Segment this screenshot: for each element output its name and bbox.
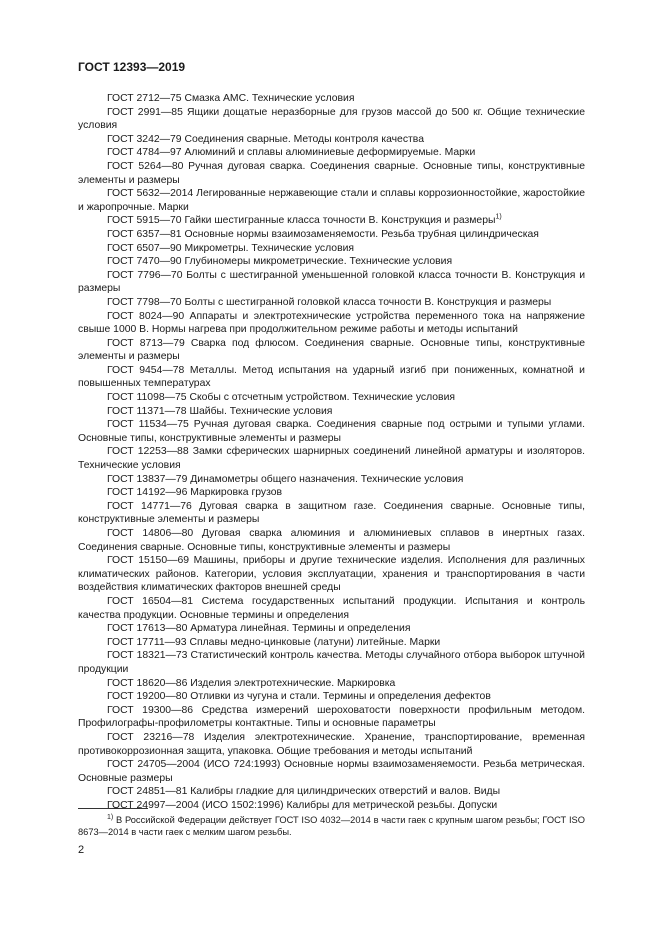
document-header: ГОСТ 12393—2019: [78, 60, 186, 74]
reference-item: ГОСТ 24705—2004 (ИСО 724:1993) Основные нормы взаимозаменяемости. Резьба метрическая. Основные размеры: [78, 759, 585, 784]
reference-item: [78, 214, 585, 228]
reference-item: ГОСТ 14771—76 Дуговая сварка в защитном газе. Соединения сварные. Основные типы, конструктивные элементы и размеры: [78, 500, 585, 526]
reference-item: ГОСТ 24851—81 Калибры гладкие для цилиндрических отверстий и валов. Виды: [107, 786, 501, 798]
reference-item: ГОСТ 5632—2014 Легированные нержавеющие стали и сплавы коррозионностойкие, жаростойкие и жаропрочные. Марки: [78, 188, 585, 213]
reference-item: ГОСТ 7796—70 Болты с шестигранной уменьшенной головкой класса точности В. Конструкция и размеры: [78, 269, 585, 295]
reference-item: ГОСТ 2991—85 Ящики дощатые неразборные для грузов массой до 500 кг. Общие технические условия: [78, 106, 585, 132]
footnote-divider: [78, 808, 148, 809]
reference-item: ГОСТ 18620—86 Изделия электротехнические. Маркировка: [107, 677, 396, 689]
reference-item: ГОСТ 9454—78 Металлы. Метод испытания на ударный изгиб при пониженных, комнатной и повышенных температурах: [78, 364, 585, 390]
footnote-marker: 1): [495, 213, 502, 221]
footnote-marker: 1): [107, 813, 114, 821]
reference-item: ГОСТ 11098—75 Скобы с отсчетным устройством. Технические условия: [107, 392, 456, 404]
reference-item: ГОСТ 4784—97 Алюминий и сплавы алюминиевые деформируемые. Марки: [107, 147, 476, 159]
reference-item: ГОСТ 11534—75 Ручная дуговая сварка. Соединения сварные под острыми и тупыми углами. Основные типы, конструктивные элементы и размеры: [78, 419, 585, 444]
reference-item: ГОСТ 11371—78 Шайбы. Технические условия: [107, 405, 333, 417]
reference-item: ГОСТ 15150—69 Машины, приборы и другие технические изделия. Исполнения для различных климатических районов. Категории, условия эксплуатации, хранения и транспортирования в части воздействия климатических факторов внешней среды: [78, 555, 585, 594]
reference-text: ГОСТ 5915—70 Гайки шестигранные класса точности В. Конструкция и размеры: [107, 215, 496, 227]
footnote: [78, 814, 585, 838]
reference-item: ГОСТ 17613—80 Арматура линейная. Термины и определения: [107, 623, 411, 635]
reference-item: ГОСТ 3242—79 Соединения сварные. Методы контроля качества: [107, 133, 424, 145]
reference-item: ГОСТ 12253—88 Замки сферических шарнирных соединений линейной арматуры и изоляторов. Технические условия: [78, 446, 585, 472]
reference-item: ГОСТ 19200—80 Отливки из чугуна и стали. Термины и определения дефектов: [107, 691, 491, 703]
reference-item: ГОСТ 7798—70 Болты с шестигранной головкой класса точности В. Конструкция и размеры: [107, 296, 552, 308]
reference-item: ГОСТ 23216—78 Изделия электротехнические. Хранение, транспортирование, временная противокоррозионная защита, упаковка. Общие требования и методы испытаний: [78, 731, 585, 757]
reference-item: ГОСТ 5264—80 Ручная дуговая сварка. Соединения сварные. Основные типы, конструктивные элементы и размеры: [78, 160, 585, 186]
reference-item: ГОСТ 19300—86 Средства измерений шероховатости поверхности профильным методом. Профилографы-профилометры контактные. Типы и основные параметры: [78, 704, 585, 730]
reference-item: ГОСТ 16504—81 Система государственных испытаний продукции. Испытания и контроль качества продукции. Основные термины и определения: [78, 595, 585, 621]
reference-item: ГОСТ 8713—79 Сварка под флюсом. Соединения сварные. Основные типы, конструктивные элементы и размеры: [78, 337, 585, 363]
reference-item: ГОСТ 6357—81 Основные нормы взаимозаменяемости. Резьба трубная цилиндрическая: [107, 228, 539, 240]
reference-item: ГОСТ 2712—75 Смазка АМС. Технические условия: [107, 93, 355, 104]
reference-item: ГОСТ 13837—79 Динамометры общего назначения. Технические условия: [107, 473, 464, 485]
reference-item: ГОСТ 7470—90 Глубиномеры микрометрические. Технические условия: [107, 256, 453, 268]
reference-item: ГОСТ 8024—90 Аппараты и электротехнические устройства переменного тока на напряжение свыше 1000 В. Нормы нагрева при продолжительном режиме работы и методы испытаний: [78, 310, 585, 336]
reference-item: ГОСТ 17711—93 Сплавы медно-цинковые (латуни) литейные. Марки: [107, 636, 441, 648]
normative-references-list: [78, 92, 585, 812]
reference-item: ГОСТ 6507—90 Микрометры. Технические условия: [107, 242, 355, 254]
reference-item: ГОСТ 24997—2004 (ИСО 1502:1996) Калибры для метрической резьбы. Допуски: [107, 799, 498, 811]
page-number: 2: [78, 844, 85, 856]
reference-item: ГОСТ 14192—96 Маркировка грузов: [107, 487, 283, 499]
footnote-text: В Российской Федерации действует ГОСТ ISO 4032—2014 в части гаек с крупным шагом резьбы; ГОСТ ISO 8673—2014 в части гаек с мелким шагом резьбы.: [78, 815, 585, 837]
reference-item: ГОСТ 18321—73 Статистический контроль качества. Методы случайного отбора выборок штучной продукции: [78, 650, 585, 675]
reference-item: ГОСТ 14806—80 Дуговая сварка алюминия и алюминиевых сплавов в инертных газах. Соединения сварные. Основные типы, конструктивные элементы и размеры: [78, 528, 585, 553]
